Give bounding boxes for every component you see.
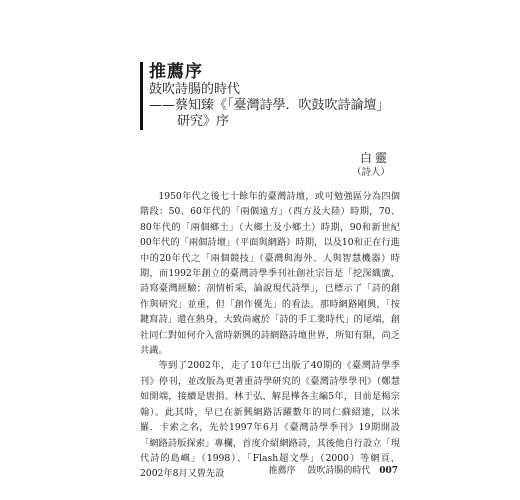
subtitle-line-3: 研究》序	[177, 114, 230, 129]
body-text	[140, 189, 400, 482]
footer-spacer	[373, 465, 376, 477]
author-name: 白靈	[359, 151, 390, 165]
paragraph: 等到了2002年，走了10年已出版了40期的《臺灣詩學季刊》停刊，並改版為更著重詩學研究的《臺灣詩學學刊》（鄭慧如開端，接續是唐捐、林于弘、解昆樺各主編5年，目前是楊宗翰）。此其時，早已在新興網路活躍數年的同仁蘇紹連，以米羅．卡索之名，先於1997年6月《臺灣詩學季刊》19期開設「網路詩版探索」專欄，首度介紹網路詩，其後他自行設立「現代詩的島嶼」（1998）、「Flash超文學」（2000）等網頁，2002年8月又曾先設	[140, 360, 400, 480]
author-block	[352, 150, 390, 180]
section-title: 推薦序	[149, 62, 203, 82]
subtitle-line-1: 鼓吹詩腸的時代	[149, 82, 241, 97]
page-footer	[269, 465, 398, 477]
footer-spacer	[299, 465, 305, 477]
footer-running-title: 鼓吹詩腸的時代	[307, 466, 371, 476]
author-role: （詩人）	[351, 167, 390, 178]
title-block	[140, 62, 449, 130]
footer-section: 推薦序	[268, 466, 296, 476]
subtitle-line-2: ——蔡知臻《「臺灣詩學．吹鼓吹詩論壇」	[149, 98, 390, 113]
paragraph: 1950年代之後七十餘年的臺灣詩壇，或可勉強區分為四個階段：50、60年代的「兩個遠方」（西方及大陸）時期，70、80年代的「兩個鄉土」（大鄉土及小鄉土）時期，90和新世紀00年代的「兩個詩壇」（平面與網路）時期，以及10和正在行進中的20年代之「兩個競技」（臺灣與海外、人與智慧機器）時期，而1992年創立的臺灣詩學季刊社創社宗旨是「挖深織廣，詩寫臺灣經驗；剖情析采，論說現代詩學」，已標示了「詩的創作與研究」並重，但「創作優先」的看法。那時網路剛興，「按鍵寫詩」還在熱身，大致尚處於「詩的手工業時代」的尾端，創社同仁對如何介入當時新興的詩網路詩壇世界，所知有限，尚乏共識。	[140, 191, 400, 357]
page-number: 007	[379, 466, 398, 476]
